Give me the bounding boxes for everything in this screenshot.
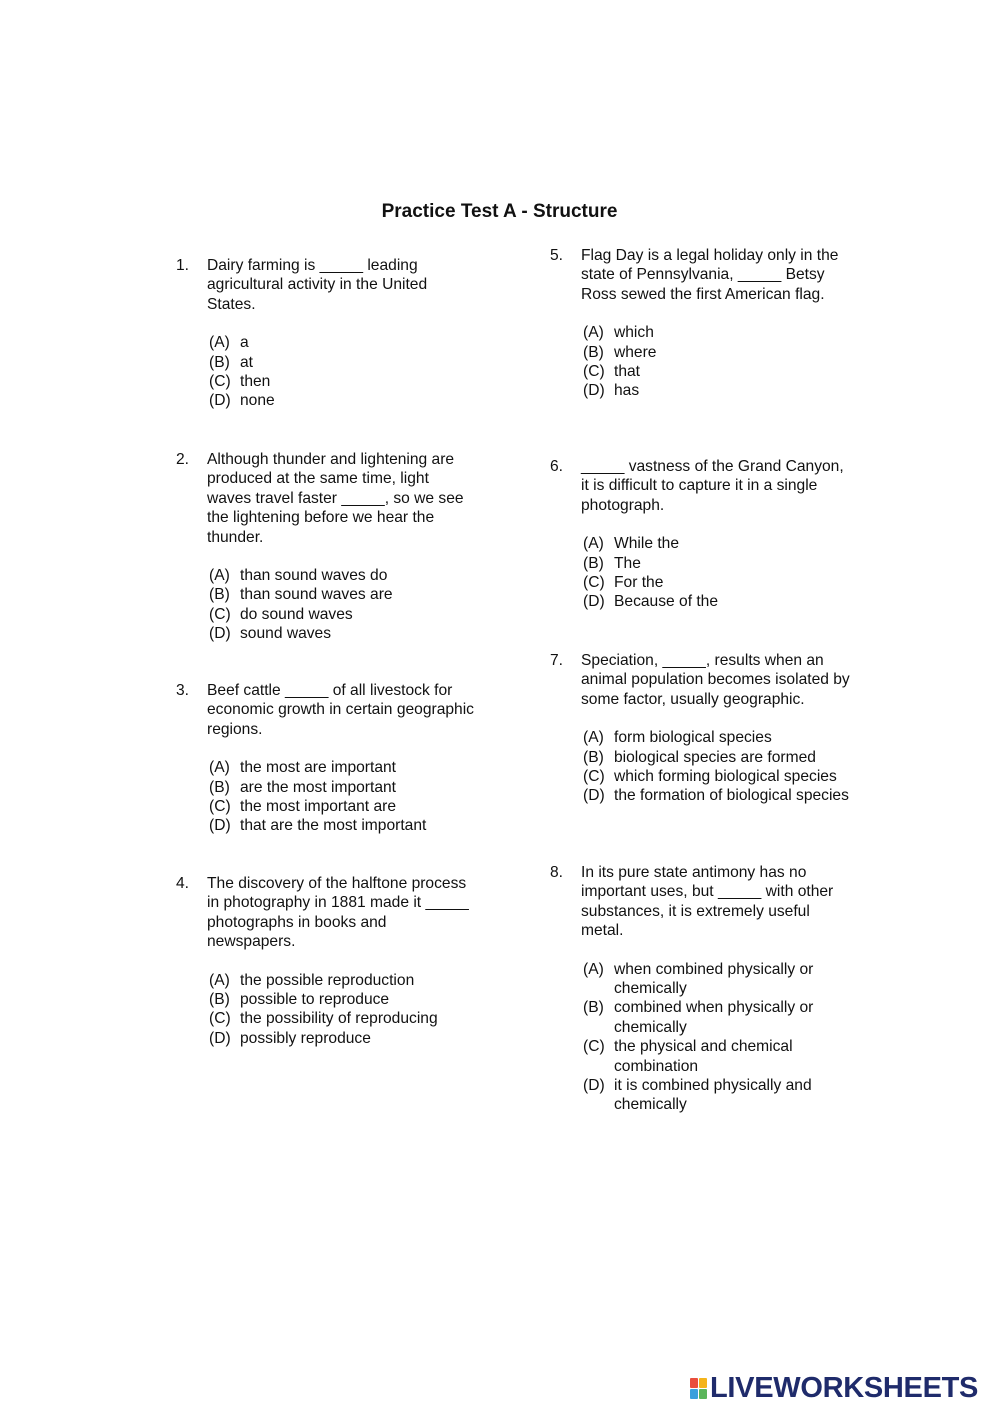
question-number: 7. bbox=[550, 652, 564, 669]
question-stem: Speciation, _____, results when an animal population becomes isolated by some factor, usually geographic. bbox=[581, 652, 850, 708]
answer-options bbox=[583, 728, 855, 806]
option-d[interactable]: (D) it is combined physically and chemically bbox=[583, 1077, 812, 1114]
option-d[interactable]: (D) none bbox=[209, 392, 275, 410]
option-b[interactable]: (B) are the most important bbox=[209, 778, 397, 796]
option-d[interactable]: (D) Because of the bbox=[583, 593, 719, 611]
question-stem: Although thunder and lightening are produced at the same time, light waves travel faster _____, so we see the lightening before we hear the thunder. bbox=[207, 451, 464, 546]
question-1 bbox=[176, 256, 476, 411]
question-number: 4. bbox=[176, 875, 190, 892]
option-b[interactable]: (B) where bbox=[583, 343, 657, 361]
question-stem: Flag Day is a legal holiday only in the state of Pennsylvania, _____ Betsy Ross sewed the first American flag. bbox=[581, 247, 839, 303]
option-b[interactable]: (B) than sound waves are bbox=[209, 586, 393, 604]
option-c[interactable]: (C) which forming biological species bbox=[583, 768, 837, 786]
question-5 bbox=[550, 246, 855, 401]
option-a[interactable]: (A) than sound waves do bbox=[209, 567, 388, 585]
option-d[interactable]: (D) has bbox=[583, 382, 640, 400]
option-c[interactable]: (C) do sound waves bbox=[209, 605, 353, 623]
question-number: 1. bbox=[176, 257, 190, 274]
option-b[interactable]: (B) biological species are formed bbox=[583, 748, 816, 766]
brand-name: LIVEWORKSHEETS bbox=[710, 1371, 979, 1404]
option-c[interactable]: (C) the possibility of reproducing bbox=[209, 1010, 438, 1028]
question-stem: The discovery of the halftone process in photography in 1881 made it _____ photographs in books and newspapers. bbox=[207, 875, 469, 951]
question-8 bbox=[550, 863, 855, 1115]
option-a[interactable]: (A) when combined physically or chemically bbox=[583, 960, 814, 998]
answer-options bbox=[209, 971, 476, 1049]
page-title: Practice Test A - Structure bbox=[381, 201, 618, 222]
question-7 bbox=[550, 651, 855, 806]
option-d[interactable]: (D) possibly reproduce bbox=[209, 1029, 371, 1047]
option-d[interactable]: (D) sound waves bbox=[209, 625, 332, 643]
question-number: 6. bbox=[550, 458, 564, 475]
question-stem: Beef cattle _____ of all livestock for economic growth in certain geographic regions. bbox=[207, 682, 474, 738]
option-c[interactable]: (C) that bbox=[583, 363, 641, 381]
question-6 bbox=[550, 457, 855, 612]
answer-options bbox=[583, 534, 855, 612]
option-a[interactable]: (A) the most are important bbox=[209, 759, 397, 777]
option-b[interactable]: (B) combined when physically or chemically bbox=[583, 999, 814, 1036]
liveworksheets-logo bbox=[690, 1372, 978, 1404]
option-a[interactable]: (A) While the bbox=[583, 535, 680, 553]
question-3 bbox=[176, 681, 476, 836]
option-a[interactable]: (A) a bbox=[209, 334, 249, 352]
option-b[interactable]: (B) possible to reproduce bbox=[209, 991, 390, 1009]
option-a[interactable]: (A) which bbox=[583, 324, 654, 342]
option-c[interactable]: (C) then bbox=[209, 373, 271, 391]
question-2 bbox=[176, 450, 476, 644]
answer-options bbox=[209, 333, 476, 411]
option-b[interactable]: (B) The bbox=[583, 554, 641, 572]
question-stem: _____ vastness of the Grand Canyon, it is difficult to capture it in a single photograph. bbox=[581, 458, 844, 514]
answer-options bbox=[583, 323, 855, 401]
option-a[interactable]: (A) form biological species bbox=[583, 729, 772, 747]
option-d[interactable]: (D) the formation of biological species bbox=[583, 787, 849, 805]
option-d[interactable]: (D) that are the most important bbox=[209, 817, 427, 835]
logo-mark-icon bbox=[690, 1378, 707, 1399]
question-stem: Dairy farming is _____ leading agricultural activity in the United States. bbox=[207, 257, 428, 313]
answer-options bbox=[209, 758, 476, 836]
question-stem: In its pure state antimony has no important uses, but _____ with other substances, it is extremely useful metal. bbox=[581, 864, 834, 940]
option-a[interactable]: (A) the possible reproduction bbox=[209, 971, 415, 989]
option-b[interactable]: (B) at bbox=[209, 353, 254, 371]
question-number: 8. bbox=[550, 864, 564, 881]
answer-options bbox=[583, 960, 855, 1115]
option-c[interactable]: (C) the most important are bbox=[209, 798, 397, 816]
question-number: 5. bbox=[550, 247, 564, 264]
question-number: 3. bbox=[176, 682, 190, 699]
question-number: 2. bbox=[176, 451, 190, 468]
question-4 bbox=[176, 874, 476, 1048]
answer-options bbox=[209, 566, 476, 644]
option-c[interactable]: (C) the physical and chemical combination bbox=[583, 1038, 793, 1075]
option-c[interactable]: (C) For the bbox=[583, 574, 664, 592]
